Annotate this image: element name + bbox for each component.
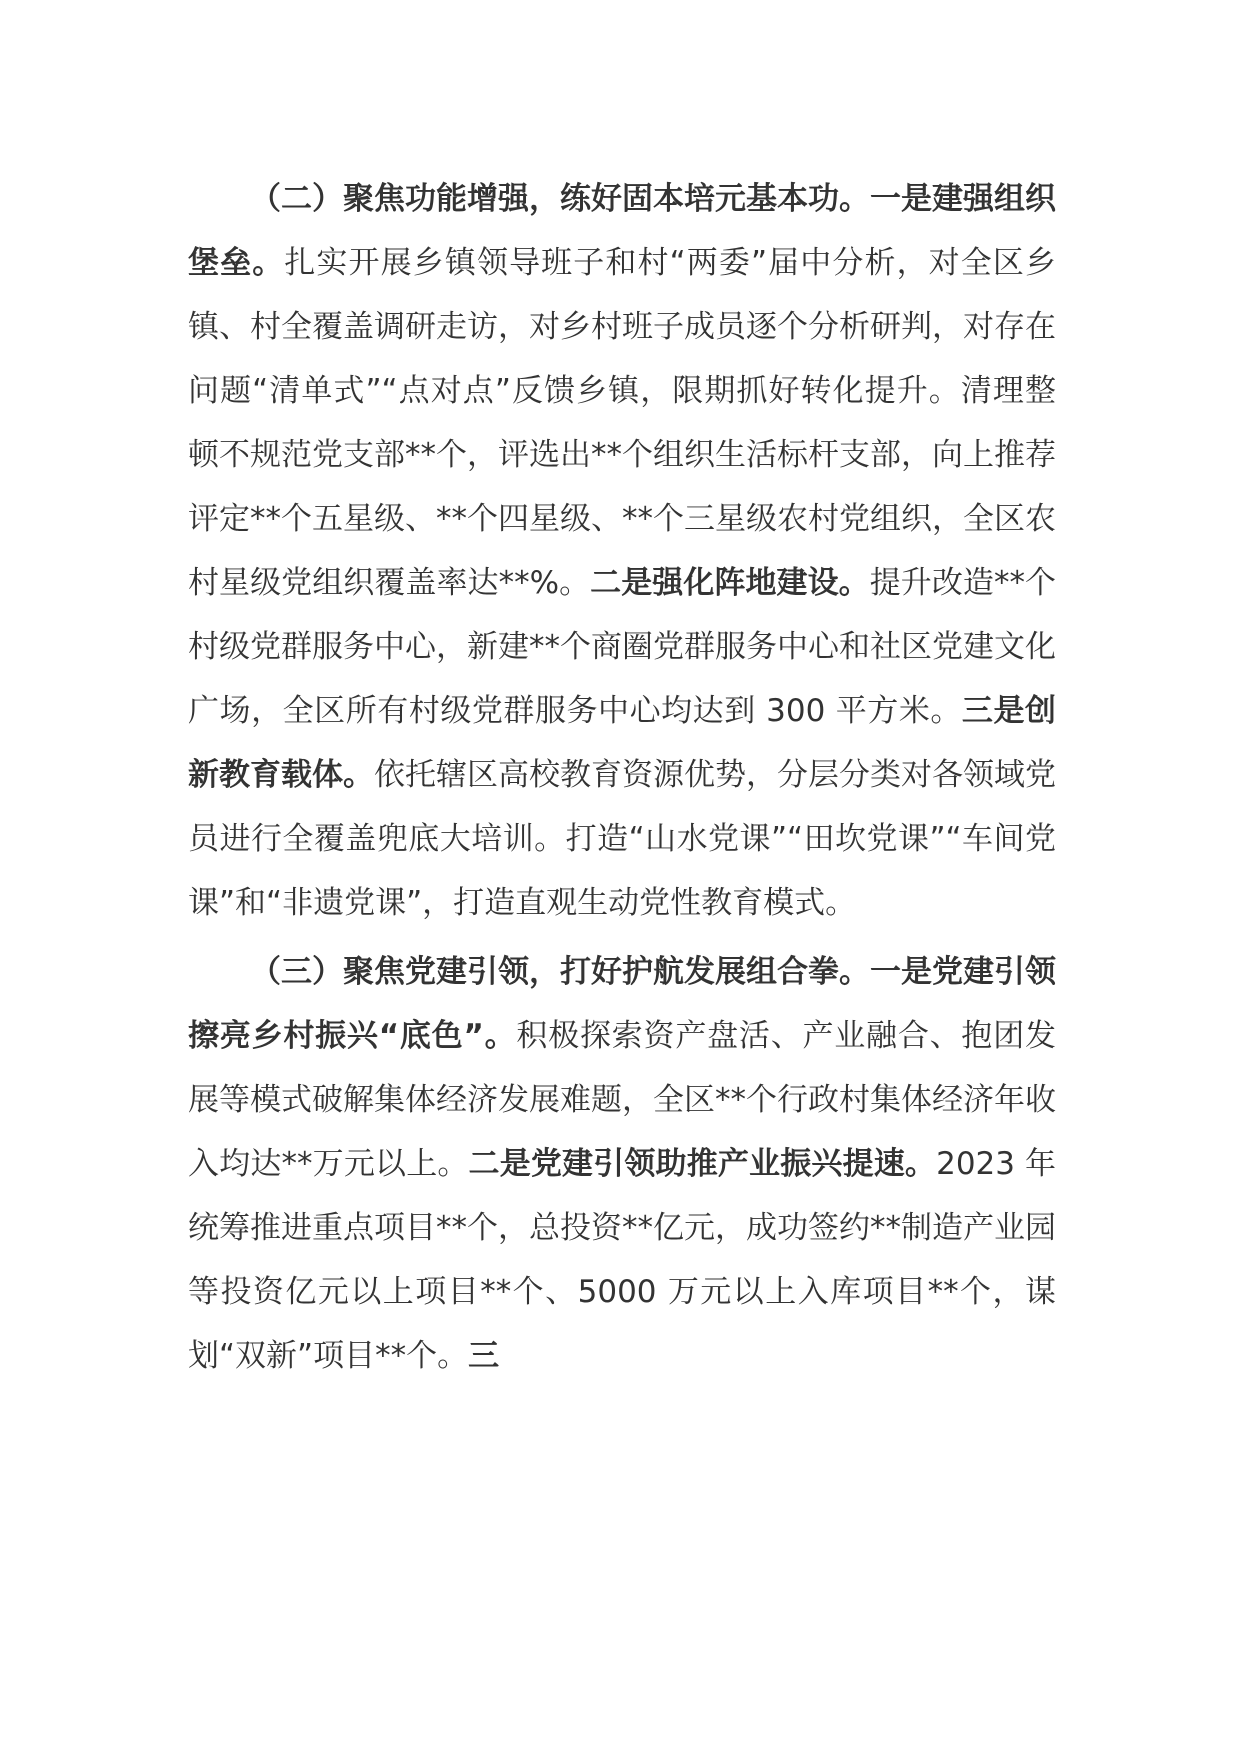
paragraph-section-3 [188,940,1056,1388]
subheading-text: 三 [468,1338,500,1374]
body-text: 2023 年统筹推进重点项目**个，总投资**亿元，成功签约**制造产业园等投资亿元以上项目**个、5000 万元以上入库项目**个，谋划“双新”项目**个。 [188,1146,1057,1374]
document-body [188,167,1056,1388]
subheading-text: 三是创新教育载体。 [188,693,1056,793]
heading-section-2: （二）聚焦功能增强，练好固本培元基本功。一是建强组织堡垒。 [188,181,1056,281]
heading-section-3: （三）聚焦党建引领，打好护航发展组合拳。一是党建引领擦亮乡村振兴“底色”。 [188,954,1056,1054]
subheading-text: 二是强化阵地建设。 [590,565,870,601]
body-text: 依托辖区高校教育资源优势，分层分类对各领域党员进行全覆盖兜底大培训。打造“山水党课”“田坎党课”“车间党课”和“非遗党课”，打造直观生动党性教育模式。 [188,757,1056,921]
body-text: 积极探索资产盘活、产业融合、抱团发展等模式破解集体经济发展难题，全区**个行政村集体经济年收入均达**万元以上。 [188,1018,1056,1182]
body-text: 提升改造**个村级党群服务中心，新建**个商圈党群服务中心和社区党建文化广场，全区所有村级党群服务中心均达到 300 平方米。 [188,565,1056,729]
subheading-text: 二是党建引领助推产业振兴提速。 [468,1146,937,1182]
paragraph-section-2 [188,167,1056,935]
body-text: 扎实开展乡镇领导班子和村“两委”届中分析，对全区乡镇、村全覆盖调研走访，对乡村班子成员逐个分析研判，对存在问题“清单式”“点对点”反馈乡镇，限期抓好转化提升。清理整顿不规范党支部**个，评选出**个组织生活标杆支部，向上推荐评定**个五星级、**个四星级、**个三星级农村党组织，全区农村星级党组织覆盖率达**%。 [188,245,1057,601]
